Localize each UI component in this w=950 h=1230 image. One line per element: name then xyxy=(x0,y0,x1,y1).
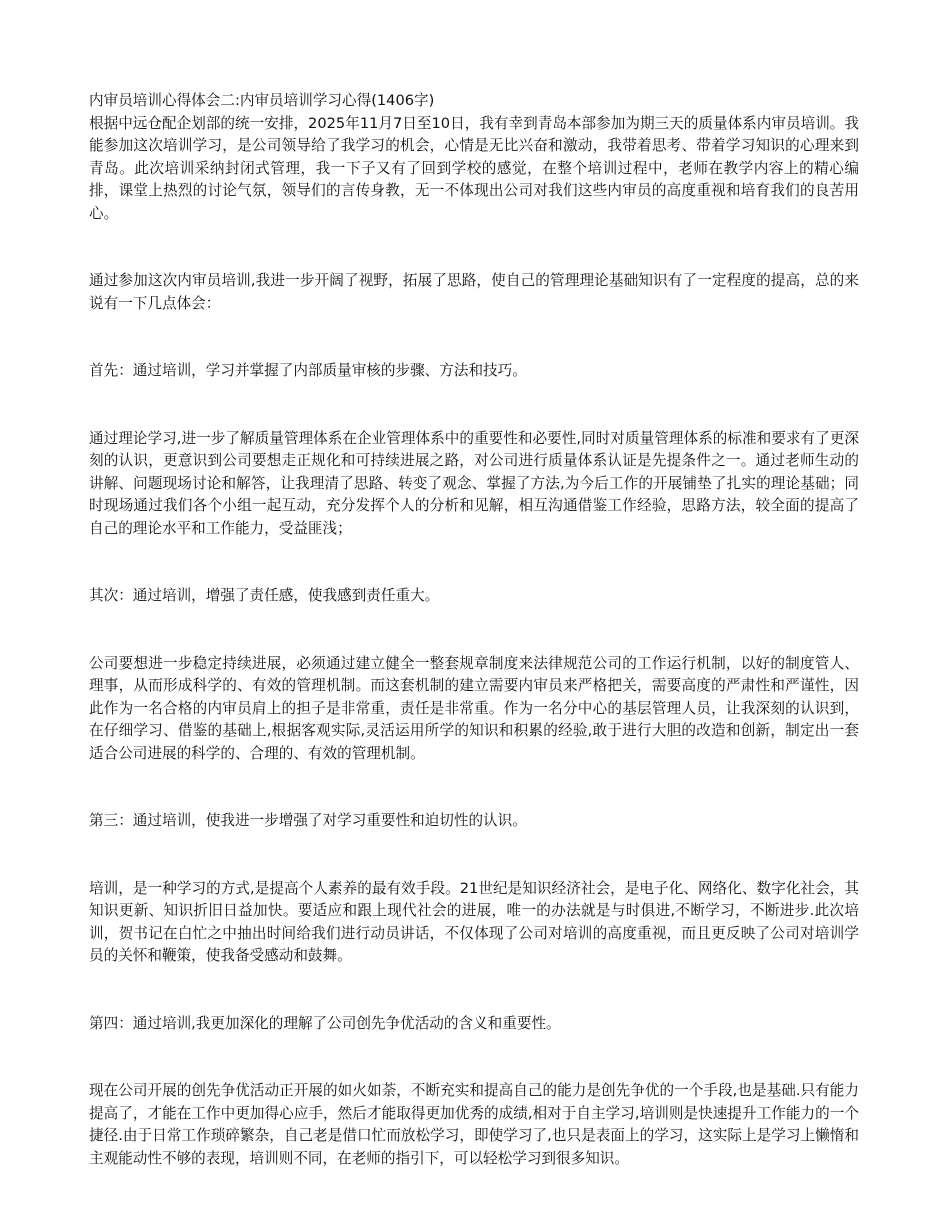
document-title: 内审员培训心得体会二:内审员培训学习心得(1406字) xyxy=(89,92,435,109)
paragraph-point-4-body: 现在公司开展的创先争优活动正开展的如火如荼，不断充实和提高自己的能力是创先争优的一个手段,也是基础.只有能力提高了，才能在工作中更加得心应手，然后才能取得更加优秀的成绩,相对于自主学习,培训则是快速提升工作能力的一个捷径.由于日常工作琐碎繁杂，自己老是借口忙而放松学习，即使学习了,也只是表面上的学习，这实际上是学习上懒惰和主观能动性不够的表现，培训则不同，在老师的指引下，可以轻松学习到很多知识。 xyxy=(89,1082,859,1167)
paragraph-summary: 通过参加这次内审员培训,我进一步开阔了视野，拓展了思路，使自己的管理理论基础知识有了一定程度的提高，总的来说有一下几点体会： xyxy=(89,272,859,312)
paragraph-point-2-body: 公司要想进一步稳定持续进展，必须通过建立健全一整套规章制度来法律规范公司的工作运行机制，以好的制度管人、理事，从而形成科学的、有效的管理机制。而这套机制的建立需要内审员来严格把关，需要高度的严肃性和严谨性，因此作为一名合格的内审员肩上的担子是非常重，责任是非常重。作为一名分中心的基层管理人员，让我深刻的认识到，在仔细学习、借鉴的基础上,根据客观实际,灵活运用所学的知识和积累的经验,敢于进行大胆的改造和创新，制定出一套适合公司进展的科学的、合理的、有效的管理机制。 xyxy=(89,654,859,762)
paragraph-intro: 根据中远仓配企划部的统一安排，2025年11月7日至10日，我有幸到青岛本部参加为期三天的质量体系内审员培训。我能参加这次培训学习，是公司领导给了我学习的机会，心情是无比兴奋和激动，我带着思考、带着学习知识的心理来到青岛。此次培训采纳封闭式管理，我一下子又有了回到学校的感觉，在整个培训过程中，老师在教学内容上的精心编排，课堂上热烈的讨论气氛，领导们的言传身教，无一不体现出公司对我们这些内审员的高度重视和培育我们的良苦用心。 xyxy=(89,114,859,222)
paragraph-point-1-heading: 首先：通过培训，学习并掌握了内部质量审核的步骤、方法和技巧。 xyxy=(89,362,527,379)
paragraph-point-3-body: 培训，是一种学习的方式,是提高个人素养的最有效手段。21世纪是知识经济社会，是电子化、网络化、数字化社会，其知识更新、知识折旧日益加快。要适应和跟上现代社会的进展，唯一的办法就是与时俱进,不断学习，不断进步.此次培训，贺书记在白忙之中抽出时间给我们进行动员讲话，不仅体现了公司对培训的高度重视，而且更反映了公司对培训学员的关怀和鞭策，使我备受感动和鼓舞。 xyxy=(89,879,859,964)
paragraph-point-2-heading: 其次：通过培训，增强了责任感，使我感到责任重大。 xyxy=(89,587,440,604)
document-body xyxy=(89,90,859,1215)
paragraph-point-3-heading: 第三：通过培训，使我进一步增强了对学习重要性和迫切性的认识。 xyxy=(89,812,527,829)
paragraph-point-4-heading: 第四：通过培训,我更加深化的理解了公司创先争优活动的含义和重要性。 xyxy=(89,1014,561,1032)
paragraph-point-1-body: 通过理论学习,进一步了解质量管理体系在企业管理体系中的重要性和必要性,同时对质量管理体系的标准和要求有了更深刻的认识，更意识到公司要想走正规化和可持续进展之路，对公司进行质量体系认证是先提条件之一。通过老师生动的讲解、问题现场讨论和解答，让我理清了思路、转变了观念、掌握了方法,为今后工作的开展铺垫了扎实的理论基础；同时现场通过我们各个小组一起互动，充分发挥个人的分析和见解，相互沟通借鉴工作经验，思路方法，较全面的提高了自己的理论水平和工作能力，受益匪浅； xyxy=(89,429,859,537)
